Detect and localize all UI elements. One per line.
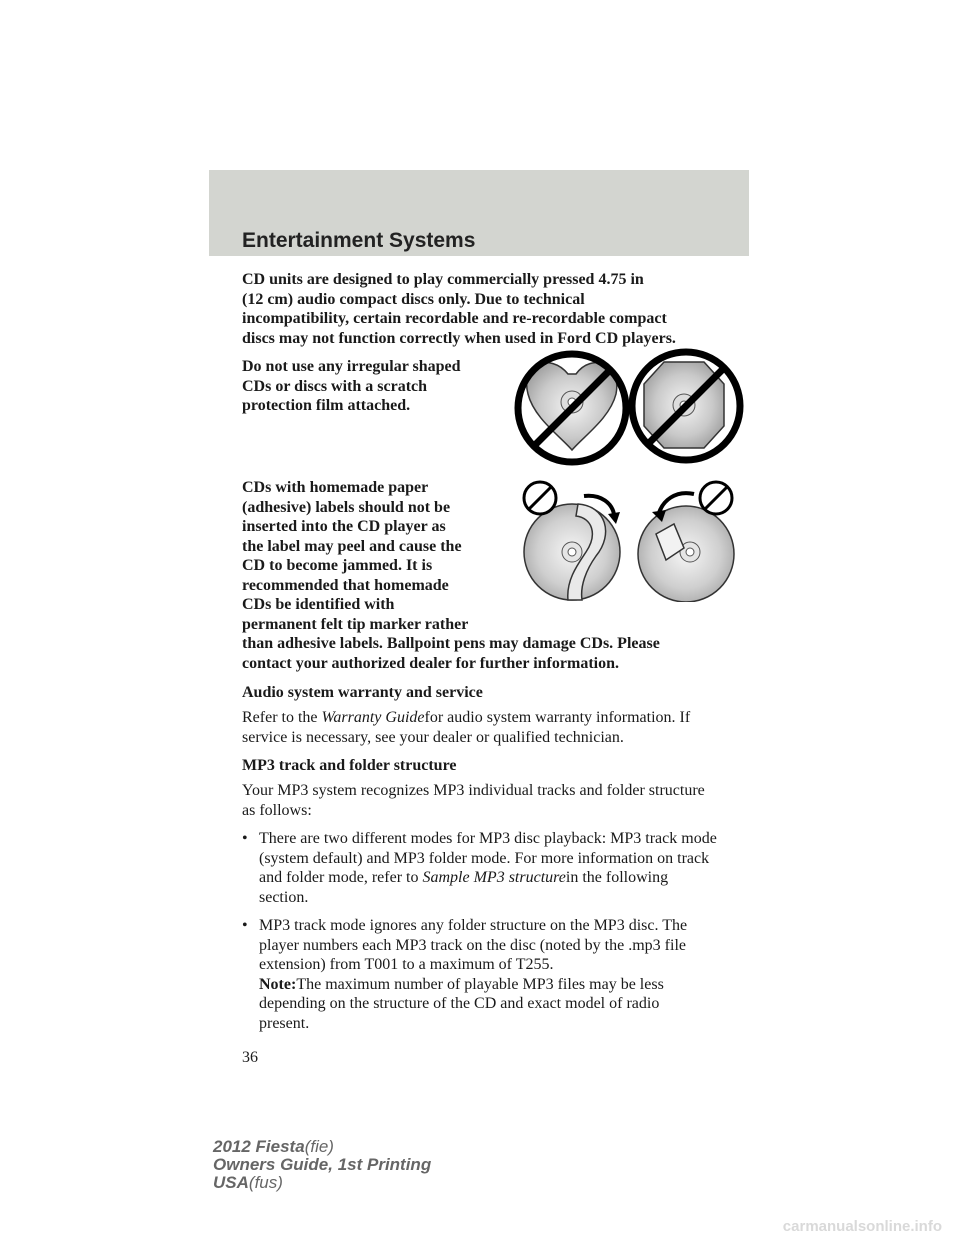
warranty-text-line-1: Refer to the Warranty Guidefor audio system warranty information. If: [242, 709, 691, 726]
label-warning-line-10: contact your authorized dealer for further information.: [242, 654, 619, 672]
irregular-discs-line-2: CDs or discs with a scratch: [242, 377, 428, 395]
label-warning-line-4: the label may peel and cause the: [242, 537, 462, 555]
label-warning-line-9: than adhesive labels. Ballpoint pens may damage CDs. Please: [242, 635, 660, 652]
irregular-disc-illustration: [510, 346, 750, 466]
warranty-heading: Audio system warranty and service: [242, 684, 483, 701]
warranty-guide-reference: Warranty Guide: [321, 709, 425, 726]
prohibited-icon: [700, 482, 732, 514]
document-footer: [213, 1138, 431, 1192]
footer-model-line: 2012 Fiesta(fie): [213, 1137, 334, 1156]
bullet2-line-3: extension) from T001 to a maximum of T255.: [259, 956, 554, 973]
label-warning-line-8: permanent felt tip marker rather: [242, 615, 469, 633]
cd-units-line-3: incompatibility, certain recordable and re-recordable compact: [242, 310, 667, 327]
irregular-discs-line-1: Do not use any irregular shaped: [242, 358, 461, 375]
label-warning-line-5: CD to become jammed. It is: [242, 557, 433, 574]
mp3-intro-line-2: as follows:: [242, 801, 312, 819]
section-title: Entertainment Systems: [242, 229, 476, 252]
bullet1-line-2: (system default) and MP3 folder mode. For more information on track: [259, 849, 710, 867]
bullet2-line-1: MP3 track mode ignores any folder structure on the MP3 disc. The: [259, 917, 688, 934]
label-warning-line-6: recommended that homemade: [242, 576, 449, 594]
bullet1-line-3: and folder mode, refer to Sample MP3 structurein the following: [259, 869, 669, 886]
bullet1-line-1: There are two different modes for MP3 disc playback: MP3 track mode: [259, 830, 717, 847]
sample-mp3-structure-reference: Sample MP3 structure: [422, 869, 566, 886]
label-warning-line-7: CDs be identified with: [242, 596, 395, 613]
bullet2-line-2: player numbers each MP3 track on the disc (noted by the .mp3 file: [259, 936, 686, 954]
footer-region-line: USA(fus): [213, 1173, 283, 1192]
bullet2-note-line-2: depending on the structure of the CD and exact model of radio: [259, 995, 660, 1012]
cd-units-line-2: (12 cm) audio compact discs only. Due to technical: [242, 290, 585, 308]
warranty-text-line-2: service is necessary, see your dealer or qualified technician.: [242, 728, 624, 746]
bullet2-note-line-3: present.: [259, 1014, 310, 1032]
label-warning-line-1: CDs with homemade paper: [242, 479, 429, 496]
adhesive-label-illustration: [516, 476, 752, 602]
bullet-marker: •: [242, 917, 248, 934]
prohibited-icon: [524, 482, 556, 514]
watermark: carmanualsonline.info: [782, 1218, 942, 1235]
mp3-intro-line-1: Your MP3 system recognizes MP3 individual tracks and folder structure: [242, 782, 705, 799]
mp3-heading: MP3 track and folder structure: [242, 757, 457, 774]
cd-units-line-1: CD units are designed to play commercially pressed 4.75 in: [242, 271, 644, 288]
bullet2-note-line-1: Note:The maximum number of playable MP3 files may be less: [259, 975, 664, 993]
label-warning-line-3: inserted into the CD player as: [242, 518, 446, 535]
page-number: 36: [242, 1049, 258, 1066]
note-label: Note:: [259, 975, 297, 993]
irregular-discs-line-3: protection film attached.: [242, 397, 411, 414]
bullet-marker: •: [242, 830, 248, 847]
label-warning-line-2: (adhesive) labels should not be: [242, 498, 451, 516]
bullet1-line-4: section.: [259, 888, 309, 906]
cd-units-line-4: discs may not function correctly when used in Ford CD players.: [242, 329, 676, 347]
footer-guide-line: Owners Guide, 1st Printing: [213, 1155, 432, 1174]
